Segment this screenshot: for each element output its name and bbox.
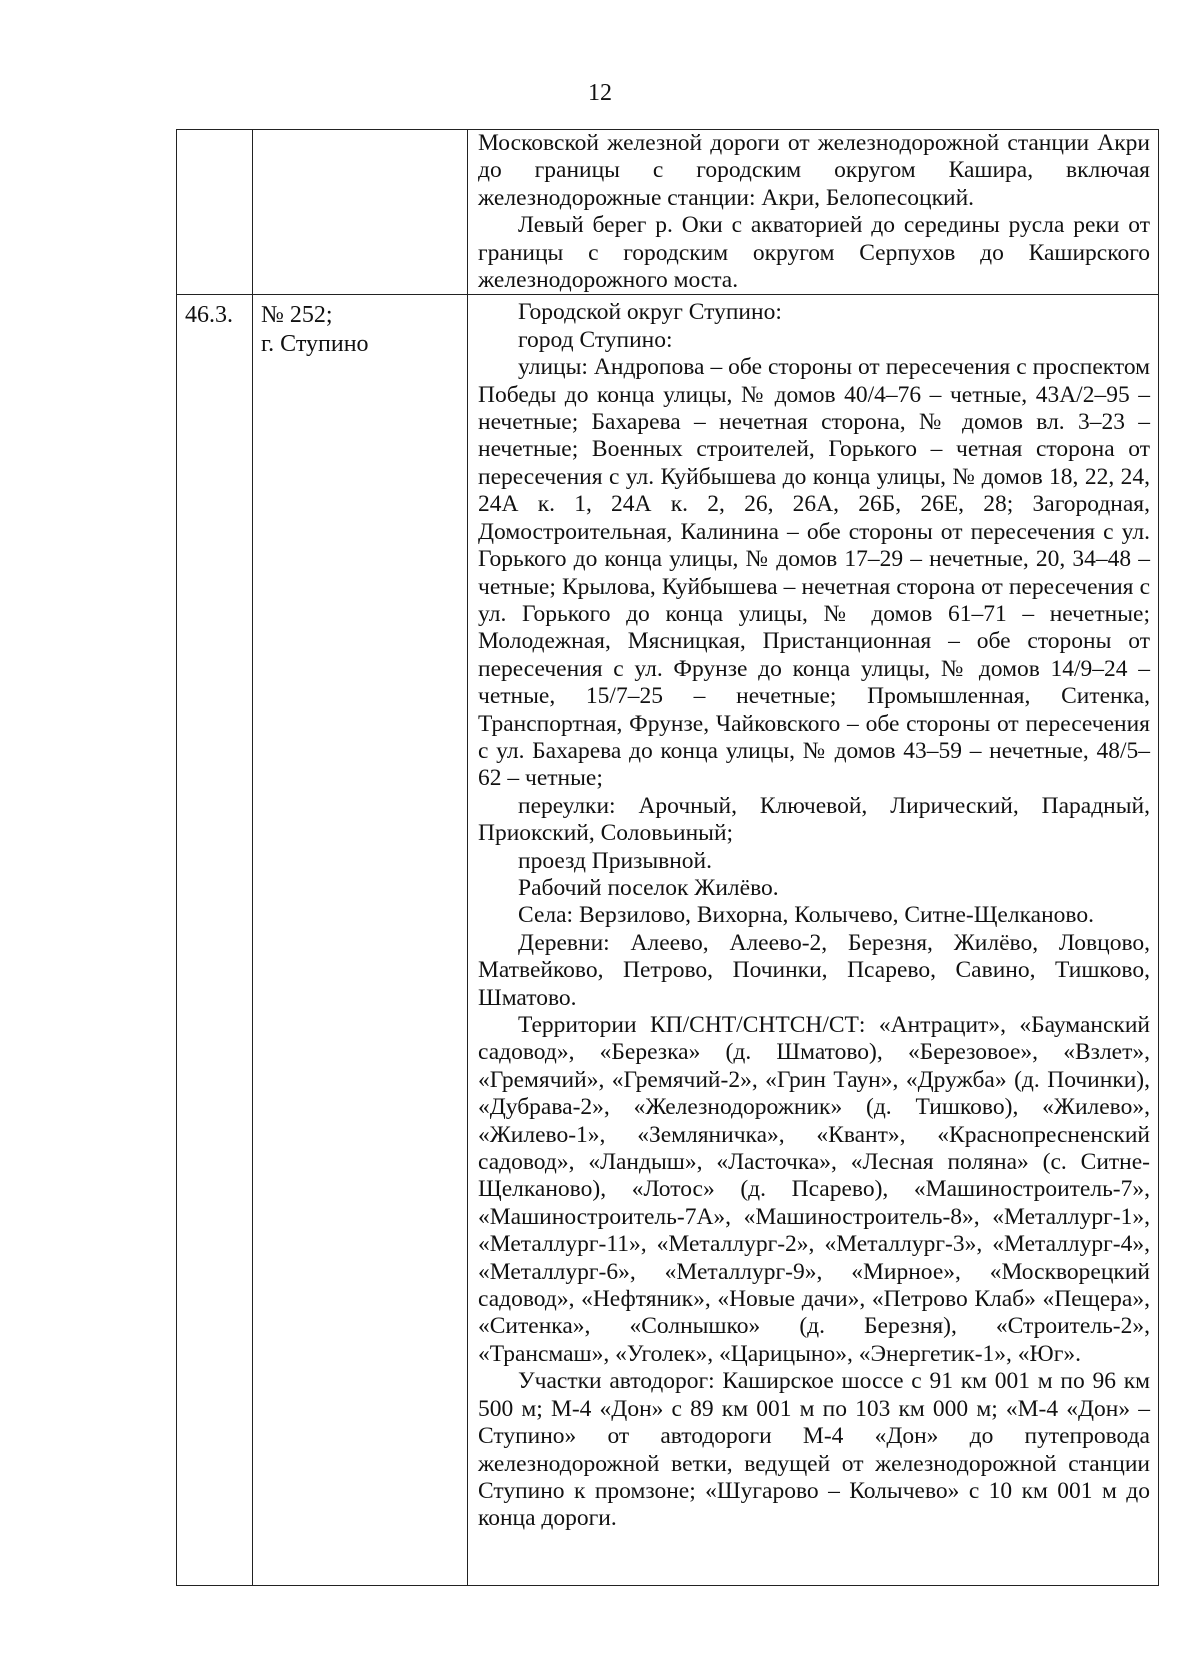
row-number-cell [177, 295, 253, 1586]
ballot-cell [253, 130, 468, 295]
territory-paragraph: Деревни: Алеево, Алеево-2, Березня, Жилёво, Ловцово, Матвейково, Петрово, Починки, Псарево, Савино, Тишково, Шматово. [478, 929, 1150, 1011]
territory-paragraph: Территории КП/СНТ/СНТСН/СТ: «Антрацит», «Бауманский садовод», «Березка» (д. Шматово), «Березовое», «Взлет», «Гремячий», «Гремячий-2», «Грин Таун», «Дружба» (д. Починки), «Дубрава-2», «Железнодорожник» (д. Тишково), «Жилево», «Жилево-1», «Земляничка», «Квант», «Краснопресненский садовод», «Ландыш», «Ласточка», «Лесная поляна» (с. Ситне-Щелканово), «Лотос» (д. Псарево), «Машиностроитель-7», «Машиностроитель-7А», «Машиностроитель-8», «Металлург-1», «Металлург-11», «Металлург-2», «Металлург-3», «Металлург-4», «Металлург-6», «Металлург-9», «Мирное», «Москворецкий садовод», «Нефтяник», «Новые дачи», «Петрово Клаб» «Пещера», «Ситенка», «Солнышко» (д. Березня), «Строитель-2», «Трансмаш», «Уголек», «Царицыно», «Энергетик-1», «Юг». [478, 1012, 1150, 1367]
row-number: 46.3. [185, 302, 233, 329]
ballot-city: г. Ступино [261, 331, 369, 358]
ballot-number: № 252; [261, 302, 333, 329]
territory-paragraph: улицы: Андропова – обе стороны от пересечения с проспектом Победы до конца улицы, № домов 40/4–76 – четные, 43А/2–95 – нечетные; Бахарева – нечетная сторона, № домов вл. 3–23 – нечетные; Военных строителей, Горького – четная сторона от пересечения с ул. Куйбышева до конца улицы, № домов 18, 22, 24, 24А к. 1, 24А к. 2, 26, 26А, 26Б, 26Е, 28; Загородная, Домостроительная, Калинина – обе стороны от пересечения с ул. Горького до конца улицы, № домов 17–29 – нечетные, 20, 34–48 – четные; Крылова, Куйбышева – нечетная сторона от пересечения с ул. Горького до конца улицы, № домов 61–71 – нечетные; Молодежная, Мясницкая, Пристанционная – обе стороны от пересечения с ул. Фрунзе до конца улицы, № домов 14/9–24 – четные, 15/7–25 – нечетные; Промышленная, Ситенка, Транспортная, Фрунзе, Чайковского – обе стороны от пересечения с ул. Бахарева до конца улицы, № домов 43–59 – нечетные, 48/5–62 – четные; [478, 354, 1150, 792]
territory-description-cell [468, 130, 1159, 295]
districts-table [176, 129, 1159, 1586]
page-number: 12 [588, 80, 612, 106]
territory-paragraph: проезд Призывной. [518, 847, 713, 874]
territory-paragraph: Рабочий поселок Жилёво. [518, 874, 779, 901]
row-number-cell [177, 130, 253, 295]
territory-paragraph: Левый берег р. Оки с акваторией до середины русла реки от границы с городским округом Серпухов до Каширского железнодорожного моста. [478, 212, 1150, 294]
territory-paragraph: город Ступино: [518, 326, 673, 353]
territory-paragraph: Московской железной дороги от железнодорожной станции Акри до границы с городским округом Кашира, включая железнодорожные станции: Акри, Белопесоцкий. [478, 130, 1150, 211]
territory-paragraph: Участки автодорог: Каширское шоссе с 91 км 001 м по 96 км 500 м; М-4 «Дон» с 89 км 001 м по 103 км 000 м; «М-4 «Дон» – Ступино» от автодороги М-4 «Дон» до путепровода железнодорожной ветки, ведущей от железнодорожной станции Ступино к промзоне; «Шугарово – Колычево» с 10 км 001 м до конца дороги. [478, 1368, 1150, 1532]
territory-description-cell [468, 295, 1159, 1586]
territory-paragraph: Села: Верзилово, Вихорна, Колычево, Ситне-Щелканово. [518, 902, 1094, 929]
ballot-cell [253, 295, 468, 1586]
table-row [177, 130, 1159, 295]
territory-paragraph: переулки: Арочный, Ключевой, Лирический, Парадный, Приокский, Соловьиный; [478, 792, 1150, 847]
table-row [177, 295, 1159, 1586]
territory-paragraph: Городской округ Ступино: [518, 299, 782, 326]
